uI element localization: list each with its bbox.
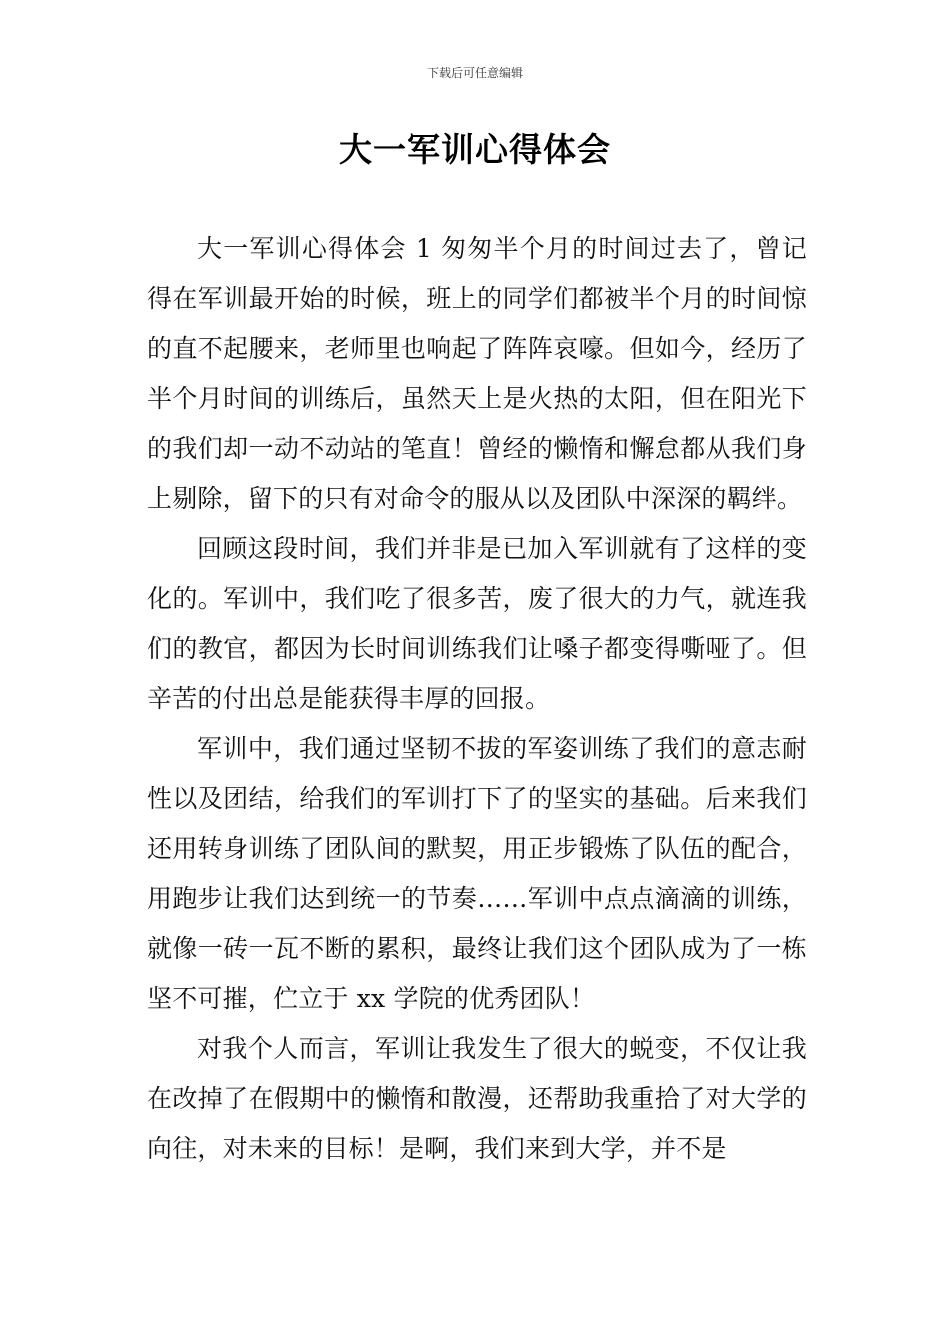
paragraph-4: 对我个人而言，军训让我发生了很大的蜕变，不仅让我在改掉了在假期中的懒惰和散漫，还帮助我重拾了对大学的向往，对未来的目标！是啊，我们来到大学，并不是: [147, 1034, 807, 1163]
paragraph-1: 大一军训心得体会 1 匆匆半个月的时间过去了，曾记得在军训最开始的时候，班上的同学们都被半个月的时间惊的直不起腰来，老师里也响起了阵阵哀嚎。但如今，经历了半个月时间的训练后，虽然天上是火热的太阳，但在阳光下的我们却一动不动站的笔直！曾经的懒惰和懈怠都从我们身上剔除，留下的只有对命令的服从以及团队中深深的羁绊。: [147, 234, 807, 513]
document-title: 大一军训心得体会: [339, 130, 611, 169]
paragraph-2: 回顾这段时间，我们并非是已加入军训就有了这样的变化的。军训中，我们吃了很多苦，废了很大的力气，就连我们的教官，都因为长时间训练我们让嗓子都变得嘶哑了。但辛苦的付出总是能获得丰厚的回报。: [147, 534, 807, 713]
document-body: [147, 224, 807, 1174]
header-note: 下载后可任意编辑: [426, 66, 523, 80]
paragraph-3: 军训中，我们通过坚韧不拔的军姿训练了我们的意志耐性以及团结，给我们的军训打下了的坚实的基础。后来我们还用转身训练了团队间的默契，用正步锻炼了队伍的配合，用跑步让我们达到统一的节奏……军训中点点滴滴的训练，就像一砖一瓦不断的累积，最终让我们这个团队成为了一栋坚不可摧，伫立于 xx 学院的优秀团队！: [147, 734, 807, 1013]
